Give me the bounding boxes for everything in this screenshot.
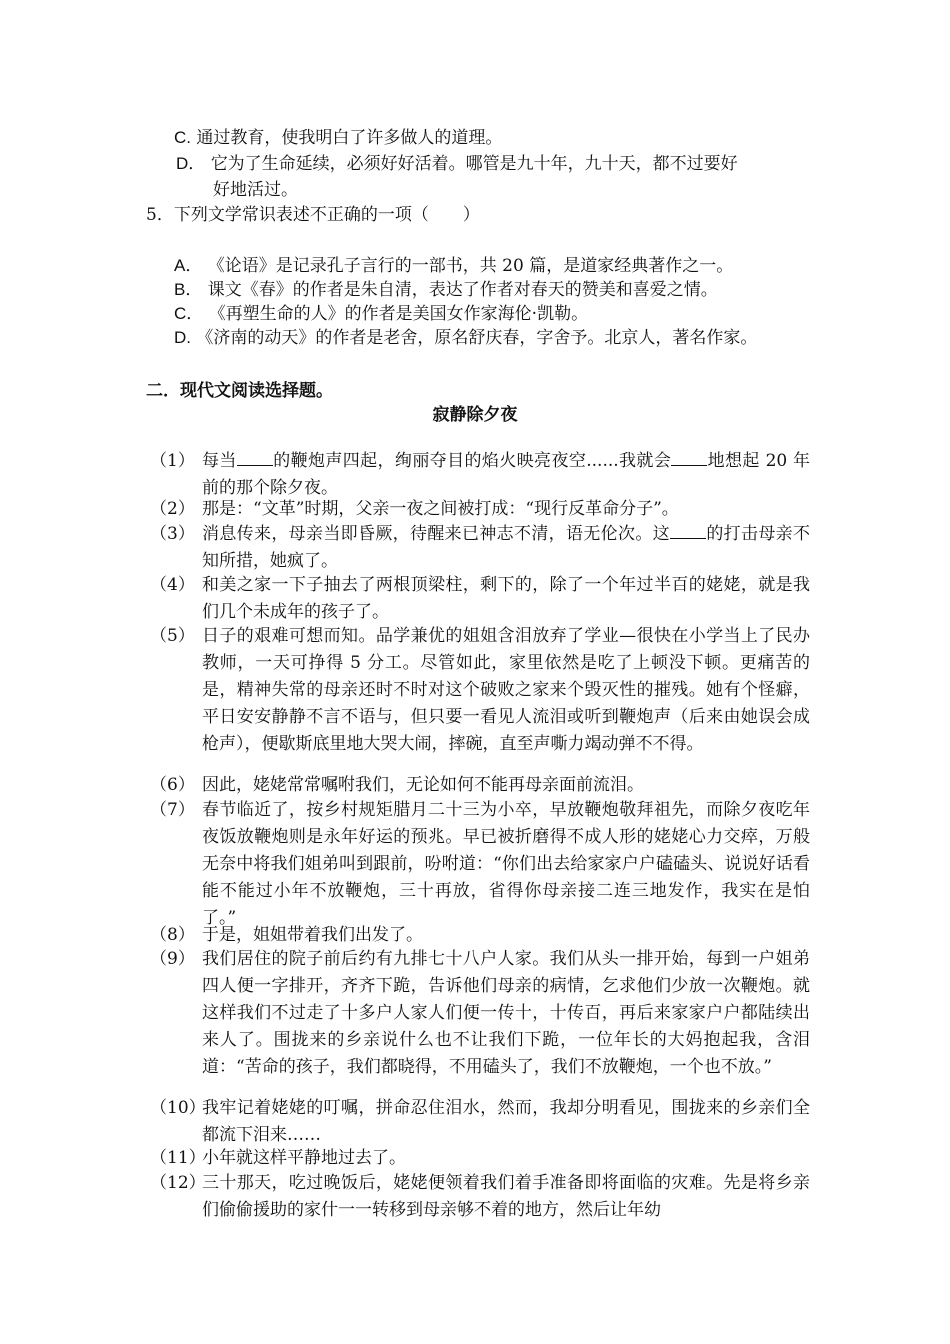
paragraph-number: （3） <box>150 524 195 544</box>
q5-option-c <box>174 301 588 327</box>
q5-stem: 5．下列文学常识表述不正确的一项（ ） <box>146 205 480 225</box>
paragraph-text: 因此，姥姥常常嘱咐我们，无论如何不能再母亲面前流泪。 <box>202 775 644 795</box>
blank-line <box>237 449 273 466</box>
paragraph-number: （2） <box>150 499 195 519</box>
q5-option-b-text: 课文《春》的作者是朱自清，表达了作者对春天的赞美和喜爱之情。 <box>207 280 718 300</box>
paragraph-5 <box>150 623 810 758</box>
paragraph-text <box>202 521 810 575</box>
paragraph-2 <box>150 496 810 523</box>
paragraph-8 <box>150 922 810 949</box>
q5-option-a-letter: A． <box>174 256 203 275</box>
paragraph-text: 春节临近了，按乡村规矩腊月二十三为小卒，早放鞭炮敬拜祖先，而除夕夜吃年夜饭放鞭炮则是永年好运的预兆。早已被折磨得不成人形的姥姥心力交瘁，万般无奈中将我们姐弟叫到跟前，吩咐道：“你们出去给家家户户磕磕头、说说好话看能不能过小年不放鞭炮，三十再放，省得你母亲接二连三地发作，我实在是怕了。” <box>202 800 810 928</box>
section-heading: 二．现代文阅读选择题。 <box>146 381 333 401</box>
paragraph-11 <box>150 1145 810 1172</box>
text-segment: 每当 <box>202 451 237 471</box>
paragraph-number: （11） <box>150 1148 206 1168</box>
paragraph-10 <box>150 1095 810 1149</box>
blank-line <box>671 449 707 466</box>
article-title: 寂静除夕夜 <box>432 405 518 425</box>
paragraph-text: 我牢记着姥姥的叮嘱，拼命忍住泪水，然而，我却分明看见，围拢来的乡亲们全都流下泪来…… <box>202 1098 810 1145</box>
paragraph-4 <box>150 572 810 626</box>
paragraph-number: （4） <box>150 575 195 595</box>
paragraph-12 <box>150 1170 810 1224</box>
q4-option-c <box>174 125 502 151</box>
paragraph-text: 那是：“文革”时期，父亲一夜之间被打成：“现行反革命分子”。 <box>202 499 679 519</box>
text-segment: 地想起 20 年前的那个除夕夜。 <box>202 451 811 498</box>
paragraph-number: （9） <box>150 949 195 969</box>
paragraph-number: （7） <box>150 800 195 820</box>
q5-option-a <box>174 253 733 279</box>
text-segment: 消息传来，母亲当即昏厥，待醒来已神志不清，语无伦次。这 <box>202 524 670 544</box>
q5-option-d-letter: D. <box>174 328 191 347</box>
paragraph-3 <box>150 521 810 575</box>
paragraph-7 <box>150 797 810 932</box>
paragraph-number: （1） <box>150 451 195 471</box>
paragraph-text: 我们居住的院子前后约有九排七十八户人家。我们从头一排开始，每到一户姐弟四人便一字排开，齐齐下跪，告诉他们母亲的病情，乞求他们少放一次鞭炮。就这样我们不过走了十多户人家人们便一传十，十传百，再后来家家户户都陆续出来人了。围拢来的乡亲说什么也不让我们下跪，一位年长的大妈抱起我，含泪道：“苦命的孩子，我们都晓得，不用磕头了，我们不放鞭炮，一个也不放。” <box>202 949 810 1077</box>
paragraph-number: （6） <box>150 775 195 795</box>
paragraph-text: 于是，姐姐带着我们出发了。 <box>202 925 423 945</box>
paragraph-number: （5） <box>150 626 195 646</box>
paragraph-text: 和美之家一下子抽去了两根顶梁柱，剩下的，除了一个年过半百的姥姥，就是我们几个未成年的孩子了。 <box>202 575 810 622</box>
paragraph-number: （10） <box>150 1098 206 1118</box>
paragraph-text: 三十那天，吃过晚饭后，姥姥便领着我们着手准备即将面临的灾难。先是将乡亲们偷偷援助的家什一一转移到母亲够不着的地方，然后让年幼 <box>202 1173 810 1220</box>
q4-option-d-continued: 好地活过。 <box>213 180 298 200</box>
q5-option-b-letter: B． <box>174 280 203 299</box>
paragraph-text <box>202 448 810 502</box>
q5-option-b <box>174 277 718 303</box>
paragraph-number: （12） <box>150 1173 206 1193</box>
paragraph-9 <box>150 946 810 1081</box>
q5-option-d-text: 《济南的动天》的作者是老舍，原名舒庆春，字舍予。北京人，著名作家。 <box>196 328 758 348</box>
q5-option-c-letter: C． <box>174 304 204 323</box>
text-segment: 的打击母亲不知所措，她疯了。 <box>202 524 810 571</box>
blank-line <box>670 522 706 539</box>
q4-option-d <box>176 151 738 177</box>
paragraph-text: 小年就这样平静地过去了。 <box>202 1148 406 1168</box>
q4-option-c-letter: C. <box>174 128 191 147</box>
paragraph-number: （8） <box>150 925 195 945</box>
paragraph-6 <box>150 772 810 799</box>
q5-option-d <box>174 325 757 351</box>
text-segment: 的鞭炮声四起，绚丽夺目的焰火映亮夜空......我就会 <box>272 451 672 471</box>
q5-option-c-text: 《再塑生命的人》的作者是美国女作家海伦·凯勒。 <box>208 304 589 324</box>
paragraph-text: 日子的艰难可想而知。品学兼优的姐姐含泪放弃了学业—很快在小学当上了民办教师，一天可挣得 5 分工。尽管如此，家里依然是吃了上顿没下顿。更痛苦的是，精神失常的母亲还时不时对这个破败之家来个毁灭性的摧残。她有个怪癖，平日安安静静不言不语与，但只要一看见人流泪或听到鞭炮声（后来由她误会成枪声），便歇斯底里地大哭大闹，摔碗，直至声嘶力竭动弹不不得。 <box>202 626 810 754</box>
q5-option-a-text: 《论语》是记录孔子言行的一部书，共 20 篇，是道家经典著作之一。 <box>207 256 734 276</box>
paragraph-1 <box>150 448 810 502</box>
q4-option-d-text: 它为了生命延续，必须好好活着。哪管是九十年，九十天，都不过要好 <box>210 154 738 174</box>
q4-option-d-letter: D． <box>176 154 206 173</box>
q4-option-c-text: 通过教育，使我明白了许多做人的道理。 <box>196 128 503 148</box>
